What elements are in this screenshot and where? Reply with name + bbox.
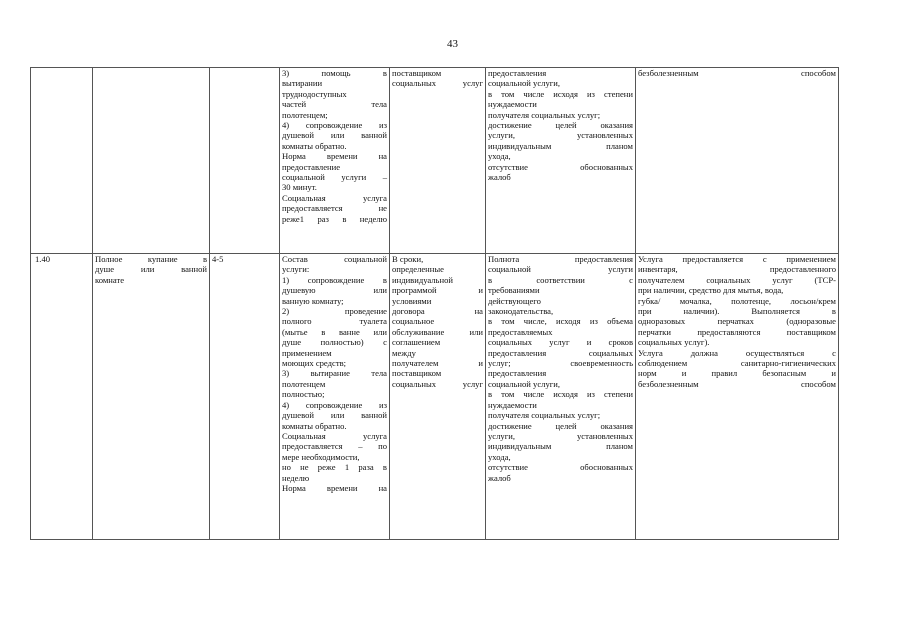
cell-text-line: но не реже 1 раза в	[282, 462, 387, 473]
cell-text-line: инвентаря, предоставленного	[638, 264, 836, 275]
page-number: 43	[447, 38, 458, 50]
cell-number: 1.40	[31, 254, 93, 540]
cell-text-line: комнаты обратно.	[282, 420, 347, 431]
cell-text-line: социальной услуги –	[282, 172, 387, 183]
cell-text-line: требованиями	[488, 285, 540, 296]
cell-text-line: реже1 раз в неделю	[282, 213, 387, 224]
cell-text-line: 3) помощь в	[282, 68, 387, 78]
cell-text-line: полного туалета	[282, 316, 387, 327]
cell-text-line: одноразовых перчатках (одноразовые	[638, 316, 836, 327]
cell-text-line: Услуга предоставляется с применением	[638, 254, 836, 264]
cell-text-line: перчатки предоставляются поставщиком	[638, 326, 836, 337]
cell-text-line: безболезненным способом	[638, 378, 836, 389]
cell-text-line: индивидуальным планом	[488, 140, 633, 151]
cell-text-line: индивидуальной	[392, 274, 453, 285]
cell-conditions	[636, 254, 839, 540]
cell-text-line: между	[392, 347, 416, 358]
cell-text-line: 30 минут.	[282, 182, 317, 193]
cell-text-line: Норма времени на	[282, 482, 387, 493]
cell-text-line: соблюдением санитарно-гигиенических	[638, 358, 836, 369]
cell-text-line: частей тела	[282, 99, 387, 110]
cell-text-line: определенные	[392, 264, 444, 275]
cell-text-line: Социальная услуга	[282, 430, 387, 441]
cell-quality	[486, 254, 636, 540]
cell-text-line: ухода,	[488, 451, 511, 462]
cell-text-line: нуждаемости	[488, 99, 537, 110]
cell-text-line: при наличии). Выполняется в	[638, 306, 836, 317]
cell-text-line: получателя социальных услуг;	[488, 109, 601, 120]
cell-text-line: полностью;	[282, 389, 325, 400]
cell-service-name	[93, 68, 210, 254]
cell-text-line: предоставления социальных	[488, 347, 633, 358]
cell-text-line: социальное	[392, 316, 435, 327]
cell-code: 4-5	[210, 254, 280, 540]
cell-text-line: в том числе, исходя из объема	[488, 316, 633, 327]
cell-text-line: социальной услуги	[488, 264, 633, 275]
cell-text-line: Услуга должна осуществляться с	[638, 347, 836, 358]
cell-text-line: поставщиком	[392, 68, 442, 78]
cell-text-line: неделю	[282, 472, 310, 483]
cell-text-line: отсутствие обоснованных	[488, 161, 633, 172]
cell-text-line: предоставляется не	[282, 203, 387, 214]
cell-text-line: душевой или ванной	[282, 410, 387, 421]
cell-text-line: договора на	[392, 306, 483, 317]
cell-text-line: в соответствии с	[488, 274, 633, 285]
cell-terms	[390, 254, 486, 540]
cell-text-line: (мытье в ванне или	[282, 326, 387, 337]
cell-text-line: губка/ мочалка, полотенце, лосьон/крем	[638, 295, 836, 306]
cell-text-line: социальных услуг	[392, 378, 483, 389]
cell-text-line: Социальная услуга	[282, 192, 387, 203]
cell-content	[280, 254, 390, 540]
cell-text-line: безболезненным способом	[638, 68, 836, 78]
cell-text-line: 4) сопровождение из	[282, 399, 387, 410]
cell-text-line: норм и правил безопасным и	[638, 368, 836, 379]
cell-text-line: в том числе исходя из степени	[488, 88, 633, 99]
cell-text-line: получателем и	[392, 358, 483, 369]
cell-text-line: индивидуальным планом	[488, 441, 633, 452]
table-row	[31, 68, 839, 254]
cell-text-line: Норма времени на	[282, 151, 387, 162]
cell-text-line: социальных услуг).	[638, 337, 710, 348]
cell-content	[280, 68, 390, 254]
cell-text-line: обслуживание или	[392, 326, 483, 337]
cell-text-line: комнате	[95, 274, 125, 285]
cell-text-line: ухода,	[488, 151, 511, 162]
cell-text-line: в том числе исходя из степени	[488, 389, 633, 400]
cell-text-line: социальных услуг и сроков	[488, 337, 633, 348]
cell-text-line: полотенцем;	[282, 109, 328, 120]
cell-service-name	[93, 254, 210, 540]
cell-text-line: моющих средств;	[282, 358, 347, 369]
cell-text-line: соглашением	[392, 337, 441, 348]
cell-text-line: поставщиком	[392, 368, 442, 379]
cell-text-line: комнаты обратно.	[282, 140, 347, 151]
cell-text-line: Полнота предоставления	[488, 254, 633, 264]
cell-text-line: законодательства,	[488, 306, 554, 317]
cell-text-line: социальной услуги,	[488, 378, 561, 389]
cell-text-line: душевую или	[282, 285, 387, 296]
cell-text-line: применением	[282, 347, 332, 358]
cell-text-line: Состав социальной	[282, 254, 387, 264]
cell-text-line: труднодоступных	[282, 88, 347, 99]
cell-text-line: услуг; своевременность	[488, 358, 633, 369]
cell-number	[31, 68, 93, 254]
cell-text-line: предоставление	[282, 161, 341, 172]
cell-text-line: услуги, установленных	[488, 130, 633, 141]
cell-conditions	[636, 68, 839, 254]
cell-text-line: мере необходимости,	[282, 451, 360, 462]
cell-terms	[390, 68, 486, 254]
cell-text-line: жалоб	[488, 172, 511, 183]
cell-text-line: услуги, установленных	[488, 430, 633, 441]
cell-text-line: ванную комнату;	[282, 295, 344, 306]
cell-text-line: предоставления	[488, 68, 547, 78]
cell-text-line: полотенцем	[282, 378, 326, 389]
cell-text-line: предоставляемых	[488, 326, 553, 337]
table-row	[31, 254, 839, 540]
cell-text-line: 3) вытирание тела	[282, 368, 387, 379]
cell-text-line: предоставляется – по	[282, 441, 387, 452]
cell-text-line: нуждаемости	[488, 399, 537, 410]
services-table	[30, 67, 839, 540]
cell-text-line: услуги:	[282, 264, 310, 275]
cell-text-line: социальных услуг	[392, 78, 483, 89]
cell-quality	[486, 68, 636, 254]
cell-text-line: 2) проведение	[282, 306, 387, 317]
cell-text-line: 1) сопровождение в	[282, 274, 387, 285]
cell-text-line: при наличии, средство для мытья, вода,	[638, 285, 784, 296]
cell-text-line: получателя социальных услуг;	[488, 410, 601, 421]
cell-text-line: предоставления	[488, 368, 547, 379]
cell-text-line: условиями	[392, 295, 432, 306]
cell-text-line: жалоб	[488, 472, 511, 483]
cell-text-line: Полное купание в	[95, 254, 207, 264]
cell-text-line: достижение целей оказания	[488, 420, 633, 431]
cell-text-line: отсутствие обоснованных	[488, 462, 633, 473]
cell-text-line: 4) сопровождение из	[282, 120, 387, 131]
cell-text-line: действующего	[488, 295, 541, 306]
cell-text-line: душевой или ванной	[282, 130, 387, 141]
cell-text-line: программой и	[392, 285, 483, 296]
cell-text-line: вытирании	[282, 78, 323, 89]
cell-text-line: получателем социальных услуг (ТСР-	[638, 274, 836, 285]
cell-text-line: душе полностью) с	[282, 337, 387, 348]
cell-code	[210, 68, 280, 254]
cell-text-line: социальной услуги,	[488, 78, 561, 89]
cell-text-line: достижение целей оказания	[488, 120, 633, 131]
cell-text-line: В сроки,	[392, 254, 424, 264]
cell-text-line: душе или ванной	[95, 264, 207, 275]
